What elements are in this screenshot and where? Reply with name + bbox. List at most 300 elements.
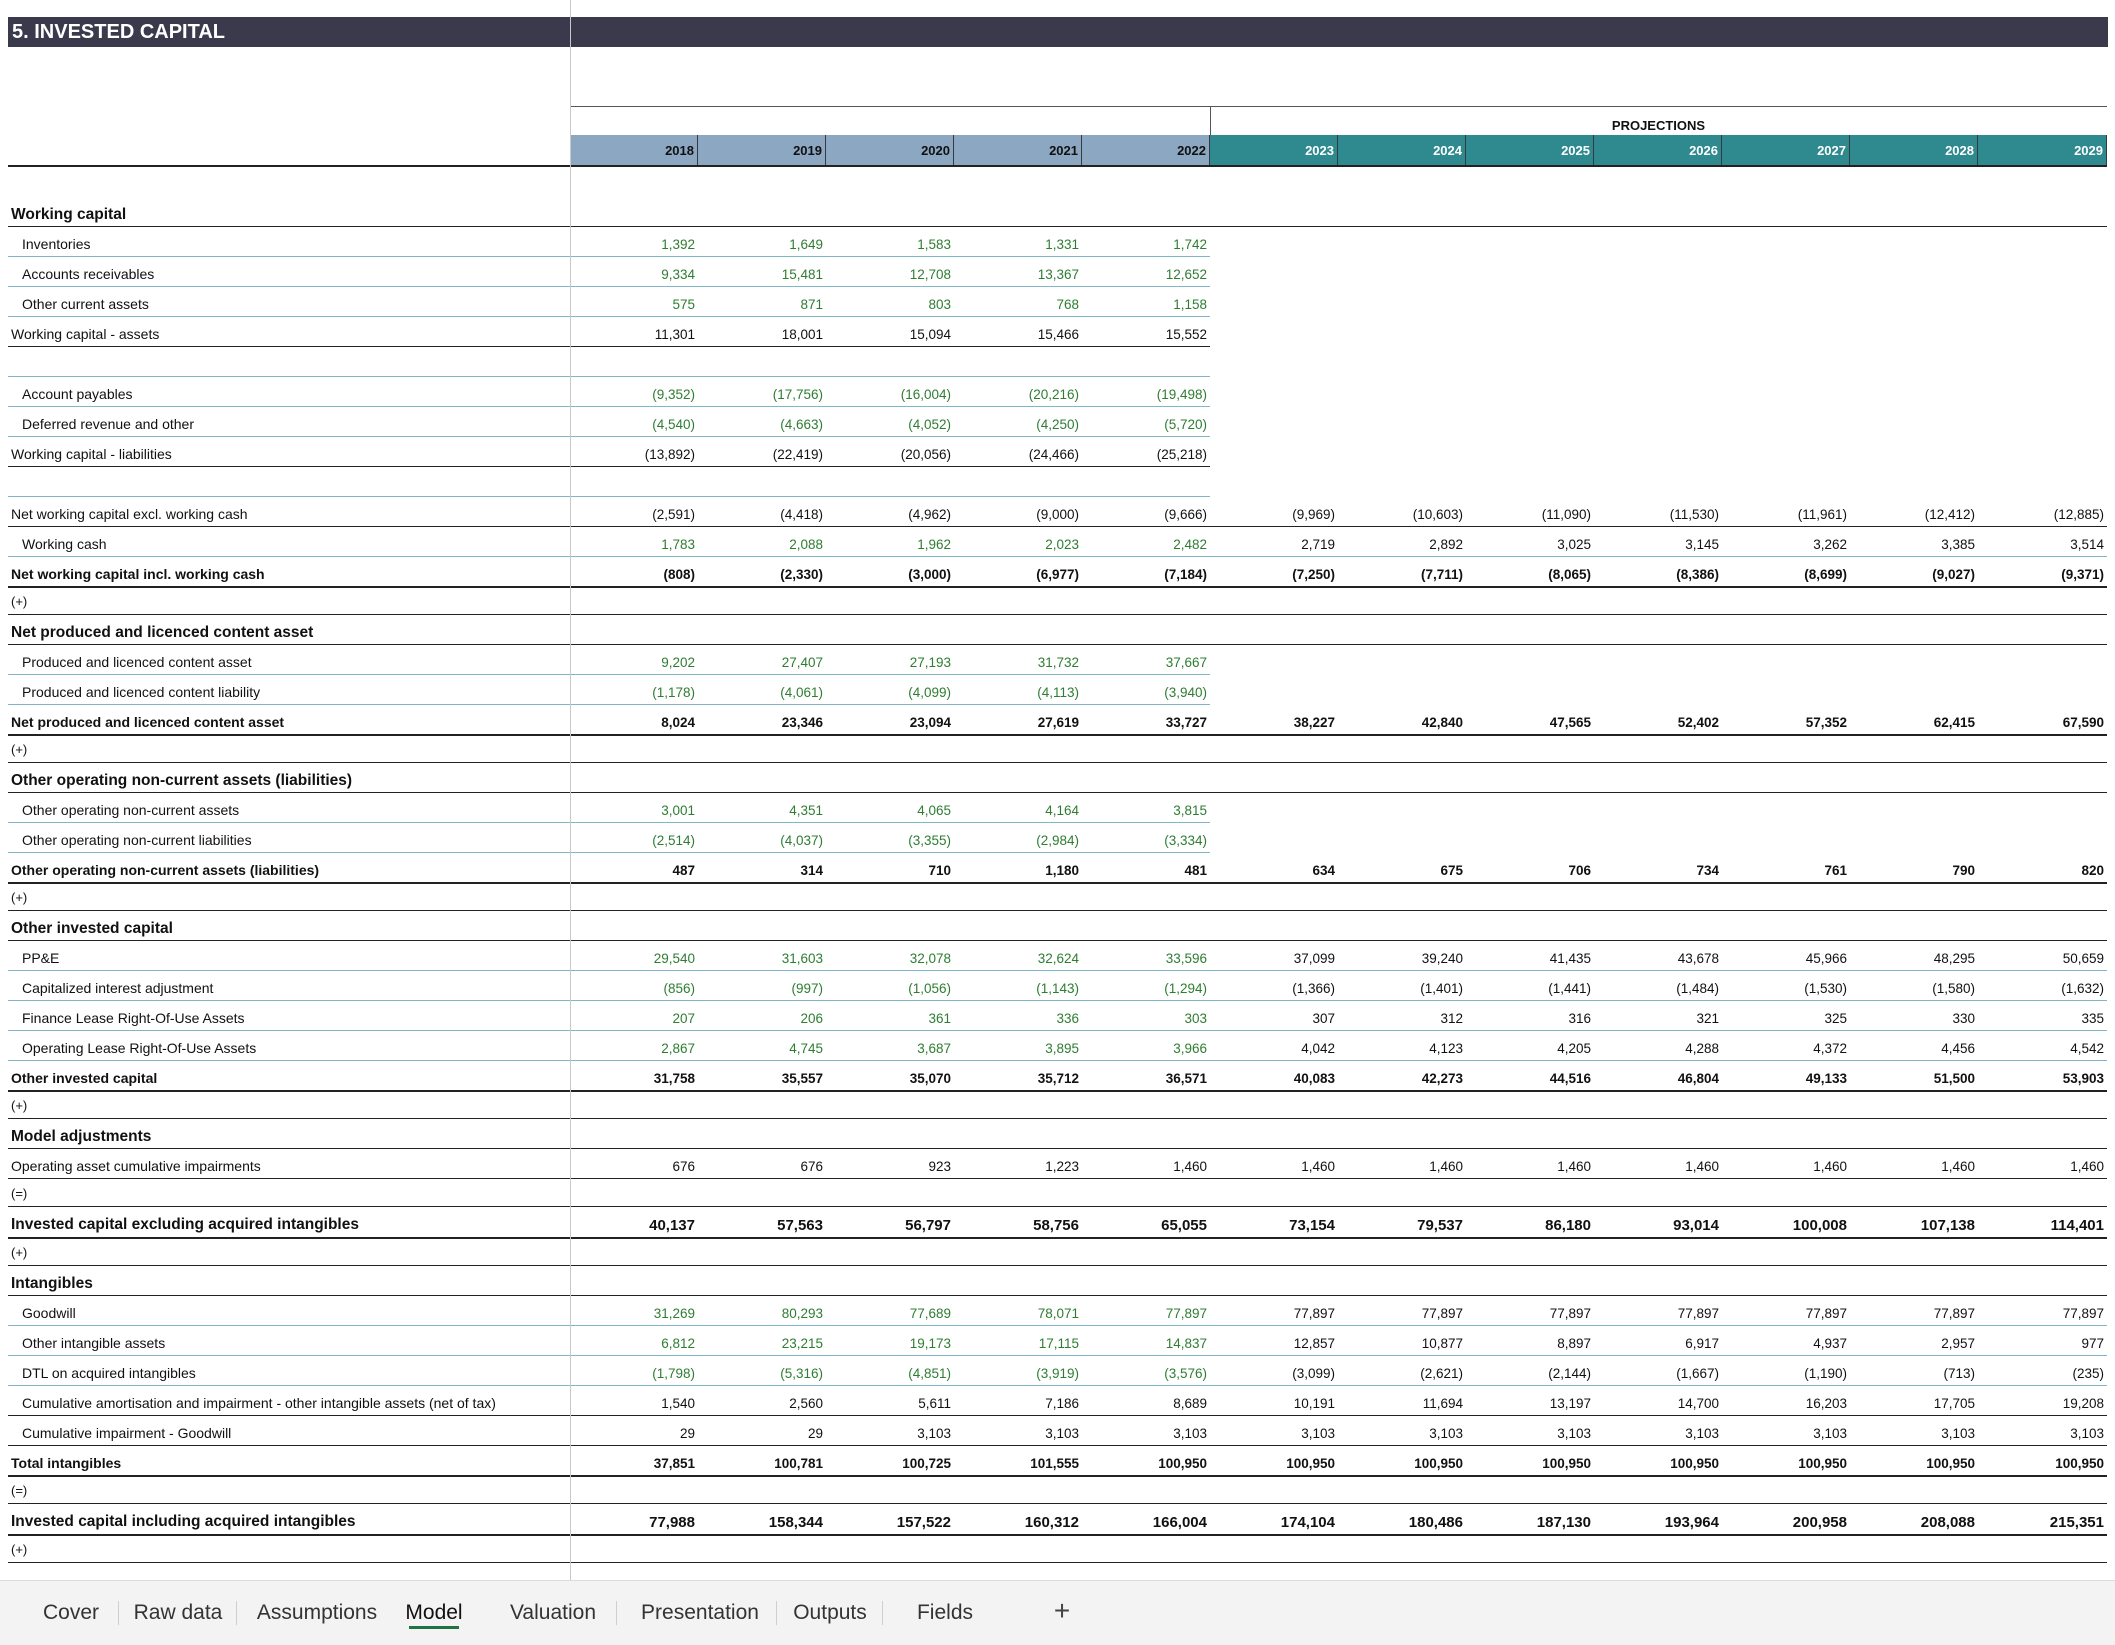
- data-cell[interactable]: (1,178): [652, 685, 695, 700]
- data-cell[interactable]: 3,025: [1557, 537, 1591, 552]
- data-cell[interactable]: 100,950: [1670, 1456, 1719, 1471]
- data-cell[interactable]: 100,725: [902, 1456, 951, 1471]
- data-cell[interactable]: (20,216): [1028, 387, 1079, 402]
- data-cell[interactable]: 8,024: [661, 715, 695, 730]
- data-cell[interactable]: 32,624: [1037, 951, 1079, 966]
- data-cell[interactable]: (3,355): [908, 833, 951, 848]
- data-cell[interactable]: 29,540: [653, 951, 695, 966]
- data-cell[interactable]: 39,240: [1421, 951, 1463, 966]
- data-cell[interactable]: 3,385: [1941, 537, 1975, 552]
- data-cell[interactable]: (5,316): [780, 1366, 823, 1381]
- data-cell[interactable]: 67,590: [2062, 715, 2104, 730]
- data-cell[interactable]: 923: [928, 1159, 951, 1174]
- data-cell[interactable]: (1,366): [1292, 981, 1335, 996]
- data-cell[interactable]: (1,294): [1164, 981, 1207, 996]
- data-cell[interactable]: (20,056): [900, 447, 951, 462]
- data-cell[interactable]: (2,984): [1036, 833, 1079, 848]
- data-cell[interactable]: (1,530): [1804, 981, 1847, 996]
- data-cell[interactable]: 35,712: [1037, 1071, 1079, 1086]
- data-cell[interactable]: (3,000): [908, 567, 951, 582]
- data-cell[interactable]: 2,482: [1173, 537, 1207, 552]
- data-cell[interactable]: (22,419): [772, 447, 823, 462]
- data-cell[interactable]: 78,071: [1037, 1306, 1079, 1321]
- data-cell[interactable]: (1,401): [1420, 981, 1463, 996]
- data-cell[interactable]: 316: [1568, 1011, 1591, 1026]
- data-cell[interactable]: 2,023: [1045, 537, 1079, 552]
- data-cell[interactable]: 35,557: [781, 1071, 823, 1086]
- data-cell[interactable]: (2,330): [780, 567, 823, 582]
- data-cell[interactable]: 2,957: [1941, 1336, 1975, 1351]
- data-cell[interactable]: 52,402: [1677, 715, 1719, 730]
- data-cell[interactable]: 32,078: [909, 951, 951, 966]
- data-cell[interactable]: 77,897: [1933, 1306, 1975, 1321]
- data-cell[interactable]: (9,027): [1932, 567, 1975, 582]
- data-cell[interactable]: 51,500: [1933, 1071, 1975, 1086]
- data-cell[interactable]: 19,173: [909, 1336, 951, 1351]
- data-cell[interactable]: 15,481: [781, 267, 823, 282]
- data-cell[interactable]: (12,885): [2053, 507, 2104, 522]
- data-cell[interactable]: 1,392: [661, 237, 695, 252]
- data-cell[interactable]: 215,351: [2049, 1514, 2104, 1531]
- data-cell[interactable]: 2,892: [1429, 537, 1463, 552]
- row-label: Other operating non-current liabilities: [22, 832, 252, 848]
- year-header-2019: 2019: [698, 135, 826, 165]
- data-cell[interactable]: 40,083: [1293, 1071, 1335, 1086]
- data-cell[interactable]: 4,351: [789, 803, 823, 818]
- data-cell[interactable]: (8,386): [1676, 567, 1719, 582]
- data-cell[interactable]: 158,344: [768, 1514, 823, 1531]
- data-cell[interactable]: 77,897: [1677, 1306, 1719, 1321]
- data-cell[interactable]: 2,867: [661, 1041, 695, 1056]
- data-cell[interactable]: 9,202: [661, 655, 695, 670]
- data-cell[interactable]: 41,435: [1549, 951, 1591, 966]
- data-cell[interactable]: 3,895: [1045, 1041, 1079, 1056]
- data-cell[interactable]: 575: [672, 297, 695, 312]
- data-cell[interactable]: 57,352: [1805, 715, 1847, 730]
- data-cell[interactable]: 77,897: [1421, 1306, 1463, 1321]
- data-cell[interactable]: 335: [2081, 1011, 2104, 1026]
- data-cell[interactable]: 734: [1696, 863, 1719, 878]
- table-row: [0, 1535, 2115, 1563]
- data-cell[interactable]: 93,014: [1673, 1217, 1719, 1234]
- data-cell[interactable]: (17,756): [772, 387, 823, 402]
- data-cell[interactable]: 100,950: [1798, 1456, 1847, 1471]
- data-cell[interactable]: 16,203: [1805, 1396, 1847, 1411]
- data-cell[interactable]: (4,851): [908, 1366, 951, 1381]
- data-cell[interactable]: 312: [1440, 1011, 1463, 1026]
- data-cell[interactable]: 1,460: [1813, 1159, 1847, 1174]
- data-cell[interactable]: 77,897: [1549, 1306, 1591, 1321]
- data-cell[interactable]: (2,621): [1420, 1366, 1463, 1381]
- data-cell[interactable]: 487: [672, 863, 695, 878]
- data-cell[interactable]: 17,705: [1933, 1396, 1975, 1411]
- data-cell[interactable]: 33,727: [1165, 715, 1207, 730]
- data-cell[interactable]: 23,346: [781, 715, 823, 730]
- tab-separator: [616, 1601, 617, 1625]
- data-cell[interactable]: 200,958: [1792, 1514, 1847, 1531]
- data-cell[interactable]: 6,917: [1685, 1336, 1719, 1351]
- data-cell[interactable]: 15,094: [909, 327, 951, 342]
- data-cell[interactable]: 11,694: [1422, 1396, 1463, 1411]
- data-cell[interactable]: 42,273: [1421, 1071, 1463, 1086]
- data-cell[interactable]: (4,962): [908, 507, 951, 522]
- data-cell[interactable]: 790: [1952, 863, 1975, 878]
- data-cell[interactable]: 35,070: [909, 1071, 951, 1086]
- data-cell[interactable]: 40,137: [649, 1217, 695, 1234]
- data-cell[interactable]: (4,418): [780, 507, 823, 522]
- data-cell[interactable]: 314: [800, 863, 823, 878]
- data-cell[interactable]: (713): [1943, 1366, 1975, 1381]
- data-cell[interactable]: (2,514): [652, 833, 695, 848]
- data-cell[interactable]: 44,516: [1549, 1071, 1591, 1086]
- tab-presentation[interactable]: [628, 1595, 772, 1631]
- data-cell[interactable]: 4,745: [789, 1041, 823, 1056]
- data-cell[interactable]: (2,591): [652, 507, 695, 522]
- data-cell[interactable]: (9,371): [2061, 567, 2104, 582]
- data-cell[interactable]: 47,565: [1549, 715, 1591, 730]
- data-cell[interactable]: (6,977): [1036, 567, 1079, 582]
- data-cell[interactable]: 1,460: [1557, 1159, 1591, 1174]
- data-cell[interactable]: 8,897: [1557, 1336, 1591, 1351]
- data-cell[interactable]: 3,103: [1941, 1426, 1975, 1441]
- data-cell[interactable]: 53,903: [2062, 1071, 2104, 1086]
- data-cell[interactable]: (3,334): [1164, 833, 1207, 848]
- data-cell[interactable]: 3,103: [1173, 1426, 1207, 1441]
- data-cell[interactable]: 174,104: [1280, 1514, 1335, 1531]
- data-cell[interactable]: 62,415: [1933, 715, 1975, 730]
- data-cell[interactable]: 23,094: [909, 715, 951, 730]
- data-cell[interactable]: 100,950: [1542, 1456, 1591, 1471]
- data-cell[interactable]: 19,208: [2062, 1396, 2104, 1411]
- data-cell[interactable]: 114,401: [2050, 1217, 2104, 1234]
- data-cell[interactable]: 86,180: [1545, 1217, 1591, 1234]
- data-cell[interactable]: 79,537: [1417, 1217, 1463, 1234]
- data-cell[interactable]: 100,950: [1414, 1456, 1463, 1471]
- data-cell[interactable]: 1,180: [1045, 863, 1079, 878]
- data-cell[interactable]: 8,689: [1173, 1396, 1207, 1411]
- tab-valuation[interactable]: [494, 1595, 612, 1631]
- data-cell[interactable]: (8,699): [1804, 567, 1847, 582]
- data-cell[interactable]: 1,460: [1173, 1159, 1207, 1174]
- data-cell[interactable]: 6,812: [661, 1336, 695, 1351]
- data-cell[interactable]: 77,897: [1805, 1306, 1847, 1321]
- data-cell[interactable]: 157,522: [896, 1514, 951, 1531]
- data-cell[interactable]: 48,295: [1933, 951, 1975, 966]
- data-cell[interactable]: 710: [928, 863, 951, 878]
- data-cell[interactable]: 3,103: [1813, 1426, 1847, 1441]
- data-cell[interactable]: 100,950: [1286, 1456, 1335, 1471]
- data-cell[interactable]: 3,103: [917, 1426, 951, 1441]
- data-cell[interactable]: 3,103: [1045, 1426, 1079, 1441]
- data-cell[interactable]: (11,090): [1541, 507, 1591, 522]
- data-cell[interactable]: 3,145: [1685, 537, 1719, 552]
- data-cell[interactable]: 4,042: [1301, 1041, 1335, 1056]
- data-cell[interactable]: (3,940): [1164, 685, 1207, 700]
- data-cell[interactable]: 4,164: [1045, 803, 1079, 818]
- data-cell[interactable]: 3,103: [1301, 1426, 1335, 1441]
- data-cell[interactable]: 481: [1184, 863, 1207, 878]
- data-cell[interactable]: (9,666): [1164, 507, 1207, 522]
- data-cell[interactable]: (4,052): [908, 417, 951, 432]
- data-cell[interactable]: 27,619: [1037, 715, 1079, 730]
- data-cell[interactable]: (1,143): [1036, 981, 1079, 996]
- data-cell[interactable]: (4,663): [780, 417, 823, 432]
- data-cell[interactable]: 325: [1824, 1011, 1847, 1026]
- data-cell[interactable]: 4,065: [917, 803, 951, 818]
- data-cell[interactable]: (8,065): [1548, 567, 1591, 582]
- data-cell[interactable]: 27,193: [909, 655, 951, 670]
- data-cell[interactable]: (997): [791, 981, 823, 996]
- data-cell[interactable]: 321: [1696, 1011, 1719, 1026]
- data-cell[interactable]: 12,857: [1293, 1336, 1335, 1351]
- data-cell[interactable]: (5,720): [1164, 417, 1207, 432]
- data-cell[interactable]: 12,708: [909, 267, 951, 282]
- data-cell[interactable]: 2,088: [789, 537, 823, 552]
- data-cell[interactable]: 3,103: [1557, 1426, 1591, 1441]
- data-cell[interactable]: 166,004: [1152, 1514, 1207, 1531]
- data-cell[interactable]: (1,798): [652, 1366, 695, 1381]
- data-cell[interactable]: (2,144): [1548, 1366, 1591, 1381]
- data-cell[interactable]: 18,001: [781, 327, 823, 342]
- data-cell[interactable]: 193,964: [1664, 1514, 1719, 1531]
- data-cell[interactable]: (7,711): [1420, 567, 1463, 582]
- data-cell[interactable]: 100,008: [1792, 1217, 1847, 1234]
- data-cell[interactable]: 676: [672, 1159, 695, 1174]
- data-cell[interactable]: 303: [1184, 1011, 1207, 1026]
- data-cell[interactable]: 23,215: [781, 1336, 823, 1351]
- data-cell[interactable]: (4,037): [780, 833, 823, 848]
- data-cell[interactable]: (1,580): [1932, 981, 1975, 996]
- data-cell[interactable]: (4,099): [908, 685, 951, 700]
- data-cell[interactable]: 14,837: [1165, 1336, 1207, 1351]
- data-cell[interactable]: 1,460: [1685, 1159, 1719, 1174]
- data-cell[interactable]: 1,742: [1173, 237, 1207, 252]
- data-cell[interactable]: 101,555: [1030, 1456, 1079, 1471]
- data-cell[interactable]: (235): [2072, 1366, 2104, 1381]
- data-cell[interactable]: (1,190): [1804, 1366, 1847, 1381]
- data-cell[interactable]: 4,456: [1941, 1041, 1975, 1056]
- data-cell[interactable]: 803: [928, 297, 951, 312]
- data-cell[interactable]: (3,576): [1164, 1366, 1207, 1381]
- data-cell[interactable]: 42,840: [1421, 715, 1463, 730]
- data-cell[interactable]: 4,288: [1685, 1041, 1719, 1056]
- data-cell[interactable]: 676: [800, 1159, 823, 1174]
- data-cell[interactable]: 29: [679, 1426, 695, 1441]
- data-cell[interactable]: 14,700: [1677, 1396, 1719, 1411]
- data-cell[interactable]: 208,088: [1920, 1514, 1975, 1531]
- data-cell[interactable]: 77,897: [2062, 1306, 2104, 1321]
- data-cell[interactable]: 15,552: [1165, 327, 1207, 342]
- data-cell[interactable]: 1,460: [1941, 1159, 1975, 1174]
- data-cell[interactable]: (1,056): [908, 981, 951, 996]
- add-sheet-button[interactable]: +: [1053, 1595, 1071, 1626]
- data-cell[interactable]: (9,352): [652, 387, 695, 402]
- data-cell[interactable]: (1,441): [1548, 981, 1591, 996]
- data-cell[interactable]: (808): [663, 567, 695, 582]
- data-cell[interactable]: 31,269: [653, 1306, 695, 1321]
- data-cell[interactable]: 7,186: [1045, 1396, 1079, 1411]
- data-cell[interactable]: (12,412): [1924, 507, 1975, 522]
- data-cell[interactable]: 17,115: [1038, 1336, 1079, 1351]
- data-cell[interactable]: (16,004): [900, 387, 951, 402]
- data-cell[interactable]: 10,877: [1421, 1336, 1463, 1351]
- data-cell[interactable]: (4,113): [1037, 685, 1079, 700]
- data-cell[interactable]: 3,103: [1685, 1426, 1719, 1441]
- data-cell[interactable]: 3,103: [2070, 1426, 2104, 1441]
- data-cell[interactable]: 100,950: [1158, 1456, 1207, 1471]
- data-cell[interactable]: 871: [800, 297, 823, 312]
- data-cell[interactable]: (1,632): [2061, 981, 2104, 996]
- data-cell[interactable]: 330: [1952, 1011, 1975, 1026]
- data-cell[interactable]: 634: [1312, 863, 1335, 878]
- data-cell[interactable]: 12,652: [1165, 267, 1207, 282]
- data-cell[interactable]: 77,897: [1165, 1306, 1207, 1321]
- data-cell[interactable]: 180,486: [1408, 1514, 1463, 1531]
- data-cell[interactable]: (10,603): [1412, 507, 1463, 522]
- data-cell[interactable]: 977: [2081, 1336, 2104, 1351]
- data-cell[interactable]: (25,218): [1156, 447, 1207, 462]
- data-cell[interactable]: 820: [2081, 863, 2104, 878]
- data-cell[interactable]: 1,460: [1301, 1159, 1335, 1174]
- data-cell[interactable]: 45,966: [1805, 951, 1847, 966]
- data-cell[interactable]: 49,133: [1805, 1071, 1847, 1086]
- data-cell[interactable]: 4,937: [1813, 1336, 1847, 1351]
- data-cell[interactable]: 9,334: [661, 267, 695, 282]
- data-cell[interactable]: 3,514: [2070, 537, 2104, 552]
- data-cell[interactable]: 33,596: [1165, 951, 1207, 966]
- data-cell[interactable]: 31,758: [653, 1071, 695, 1086]
- tab-model[interactable]: [400, 1595, 468, 1631]
- data-cell[interactable]: 160,312: [1024, 1514, 1079, 1531]
- data-cell[interactable]: 13,367: [1037, 267, 1079, 282]
- data-cell[interactable]: 65,055: [1161, 1217, 1207, 1234]
- data-cell[interactable]: 761: [1824, 863, 1847, 878]
- data-cell[interactable]: 56,797: [905, 1217, 951, 1234]
- data-cell[interactable]: 31,603: [781, 951, 823, 966]
- data-cell[interactable]: (19,498): [1156, 387, 1207, 402]
- data-cell[interactable]: 3,262: [1813, 537, 1847, 552]
- data-cell[interactable]: 77,988: [649, 1514, 695, 1531]
- data-cell[interactable]: 11,301: [654, 327, 695, 342]
- tab-outputs[interactable]: [782, 1595, 878, 1631]
- data-cell[interactable]: (3,919): [1036, 1366, 1079, 1381]
- data-cell[interactable]: 206: [800, 1011, 823, 1026]
- table-row: [0, 735, 2115, 763]
- data-cell[interactable]: 10,191: [1293, 1396, 1335, 1411]
- data-cell[interactable]: 80,293: [781, 1306, 823, 1321]
- data-cell[interactable]: 4,205: [1557, 1041, 1591, 1056]
- tab-cover[interactable]: [28, 1595, 114, 1631]
- data-cell[interactable]: (7,250): [1292, 567, 1335, 582]
- data-cell[interactable]: 706: [1568, 863, 1591, 878]
- data-cell[interactable]: 1,649: [789, 237, 823, 252]
- data-cell[interactable]: 187,130: [1536, 1514, 1591, 1531]
- data-cell[interactable]: (9,000): [1036, 507, 1079, 522]
- tab-fields[interactable]: [900, 1595, 990, 1631]
- data-cell[interactable]: 77,897: [1293, 1306, 1335, 1321]
- data-cell[interactable]: (7,184): [1164, 567, 1207, 582]
- data-cell[interactable]: 58,756: [1033, 1217, 1079, 1234]
- data-cell[interactable]: 361: [928, 1011, 951, 1026]
- data-cell[interactable]: 3,687: [917, 1041, 951, 1056]
- data-cell[interactable]: (9,969): [1292, 507, 1335, 522]
- year-header-2023: 2023: [1210, 135, 1338, 165]
- data-cell[interactable]: 3,815: [1173, 803, 1207, 818]
- data-cell[interactable]: 1,962: [917, 537, 951, 552]
- data-cell[interactable]: 13,197: [1549, 1396, 1591, 1411]
- data-cell[interactable]: 1,158: [1173, 297, 1207, 312]
- data-cell[interactable]: 38,227: [1293, 715, 1335, 730]
- data-cell[interactable]: (4,250): [1036, 417, 1079, 432]
- data-cell[interactable]: 768: [1056, 297, 1079, 312]
- data-cell[interactable]: 100,950: [1926, 1456, 1975, 1471]
- data-cell[interactable]: 1,583: [917, 237, 951, 252]
- row-label: Accounts receivables: [22, 266, 155, 282]
- tab-assumptions[interactable]: [242, 1595, 392, 1631]
- data-cell[interactable]: 37,851: [653, 1456, 695, 1471]
- data-cell[interactable]: 1,223: [1045, 1159, 1079, 1174]
- data-cell[interactable]: (3,099): [1292, 1366, 1335, 1381]
- data-cell[interactable]: 4,372: [1813, 1041, 1847, 1056]
- data-cell[interactable]: 36,571: [1165, 1071, 1207, 1086]
- data-cell[interactable]: (1,484): [1676, 981, 1719, 996]
- data-cell[interactable]: 1,460: [2070, 1159, 2104, 1174]
- data-cell[interactable]: 2,560: [789, 1396, 823, 1411]
- data-cell[interactable]: 57,563: [777, 1217, 823, 1234]
- data-cell[interactable]: 29: [807, 1426, 823, 1441]
- data-cell[interactable]: 73,154: [1289, 1217, 1335, 1234]
- data-cell[interactable]: 207: [672, 1011, 695, 1026]
- data-cell[interactable]: 3,966: [1173, 1041, 1207, 1056]
- data-cell[interactable]: 27,407: [781, 655, 823, 670]
- data-cell[interactable]: (1,667): [1676, 1366, 1719, 1381]
- tab-raw-data[interactable]: [124, 1595, 232, 1631]
- data-cell[interactable]: 43,678: [1677, 951, 1719, 966]
- data-cell[interactable]: (11,530): [1669, 507, 1719, 522]
- data-cell[interactable]: (24,466): [1028, 447, 1079, 462]
- data-cell[interactable]: 37,099: [1293, 951, 1335, 966]
- data-cell[interactable]: 1,783: [661, 537, 695, 552]
- data-cell[interactable]: 100,950: [2055, 1456, 2104, 1471]
- data-cell[interactable]: 107,138: [1920, 1217, 1975, 1234]
- data-cell[interactable]: (4,540): [652, 417, 695, 432]
- data-cell[interactable]: (4,061): [780, 685, 823, 700]
- data-cell[interactable]: 37,667: [1165, 655, 1207, 670]
- data-cell[interactable]: 1,540: [661, 1396, 695, 1411]
- data-cell[interactable]: 2,719: [1301, 537, 1335, 552]
- data-cell[interactable]: 5,611: [918, 1396, 951, 1411]
- data-cell[interactable]: 4,123: [1429, 1041, 1463, 1056]
- data-cell[interactable]: 15,466: [1037, 327, 1079, 342]
- data-cell[interactable]: 675: [1440, 863, 1463, 878]
- data-cell[interactable]: 77,689: [909, 1306, 951, 1321]
- data-cell[interactable]: 307: [1312, 1011, 1335, 1026]
- operator-label: (+): [11, 742, 28, 757]
- data-cell[interactable]: (856): [663, 981, 695, 996]
- data-cell[interactable]: 46,804: [1677, 1071, 1719, 1086]
- data-cell[interactable]: 336: [1056, 1011, 1079, 1026]
- data-cell[interactable]: 50,659: [2062, 951, 2104, 966]
- data-cell[interactable]: (13,892): [644, 447, 695, 462]
- data-cell[interactable]: (11,961): [1797, 507, 1847, 522]
- data-cell[interactable]: 4,542: [2070, 1041, 2104, 1056]
- data-cell[interactable]: 3,103: [1429, 1426, 1463, 1441]
- data-cell[interactable]: 100,781: [774, 1456, 823, 1471]
- data-cell[interactable]: 1,460: [1429, 1159, 1463, 1174]
- data-cell[interactable]: 31,732: [1037, 655, 1079, 670]
- data-cell[interactable]: 3,001: [661, 803, 695, 818]
- data-cell[interactable]: 1,331: [1045, 237, 1079, 252]
